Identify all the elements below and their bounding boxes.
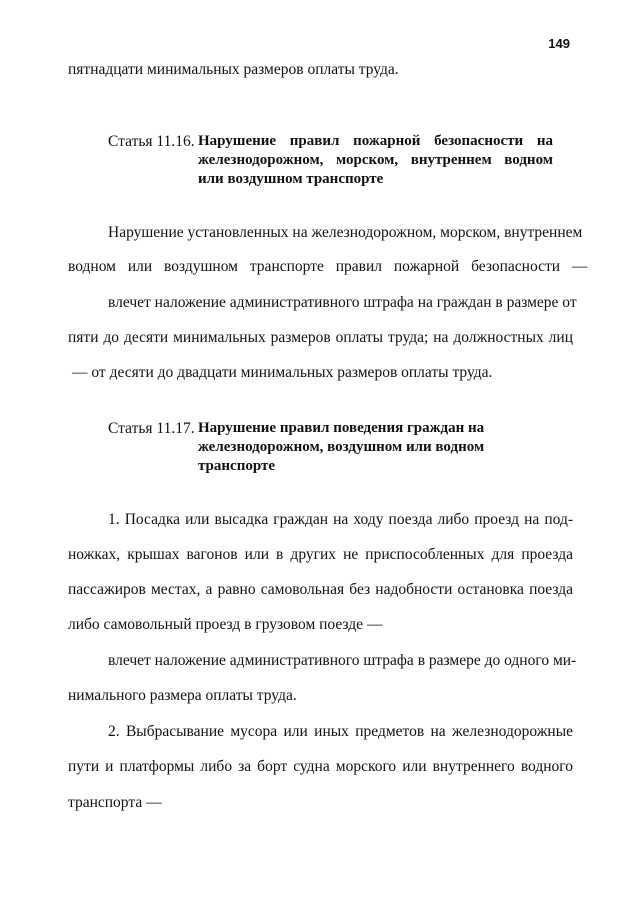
article-1116-body-line: влечет наложение административного штрафа на граждан в размере от bbox=[108, 294, 577, 311]
article-1117-body-line: влечет наложение административного штрафа в размере до одного ми- bbox=[108, 652, 577, 669]
article-1116-title-line: или воздушном транспорте bbox=[198, 171, 384, 187]
article-1117-body-line: либо самовольный проезд в грузовом поезде — bbox=[68, 616, 383, 633]
article-1116-label: Статья 11.16. bbox=[108, 133, 195, 150]
article-1116-body-line: водном или воздушном транспорте правил пожарной безопасности — bbox=[68, 258, 588, 275]
article-1117-title-line: железнодорожном, воздушном или водном bbox=[198, 439, 485, 455]
article-1116-body-line: Нарушение установленных на железнодорожном, морском, внутреннем bbox=[108, 224, 583, 241]
opening-line: пятнадцати минимальных размеров оплаты труда. bbox=[68, 61, 399, 78]
article-1116-title-line: железнодорожном, морском, внутреннем водном bbox=[198, 152, 553, 168]
article-1117-title-line: Нарушение правил поведения граждан на bbox=[198, 420, 485, 436]
article-1117-body-line: ножках, крышах вагонов или в других не приспособленных для проезда bbox=[68, 546, 573, 563]
page-number: 149 bbox=[548, 36, 570, 51]
article-1117-label: Статья 11.17. bbox=[108, 420, 195, 437]
article-1116-title-line: Нарушение правил пожарной безопасности на bbox=[198, 133, 553, 149]
article-1116-body-line: — от десяти до двадцати минимальных размеров оплаты труда. bbox=[72, 364, 493, 381]
article-1117-title-line: транспорте bbox=[198, 458, 276, 474]
article-1117-body-line: пассажиров местах, а равно самовольная без надобности остановка поезда bbox=[68, 581, 573, 598]
article-1117-body-line: 2. Выбрасывание мусора или иных предметов на железнодорожные bbox=[108, 723, 573, 740]
article-1116-body-line: пяти до десяти минимальных размеров оплаты труда; на должностных лиц bbox=[68, 329, 573, 346]
article-1117-body-line: транспорта — bbox=[68, 794, 162, 811]
article-1117-body-line: нимального размера оплаты труда. bbox=[68, 687, 297, 704]
article-1117-body-line: 1. Посадка или высадка граждан на ходу поезда либо проезд на под- bbox=[108, 511, 573, 528]
article-1117-body-line: пути и платформы либо за борт судна морского или внутреннего водного bbox=[68, 758, 573, 775]
